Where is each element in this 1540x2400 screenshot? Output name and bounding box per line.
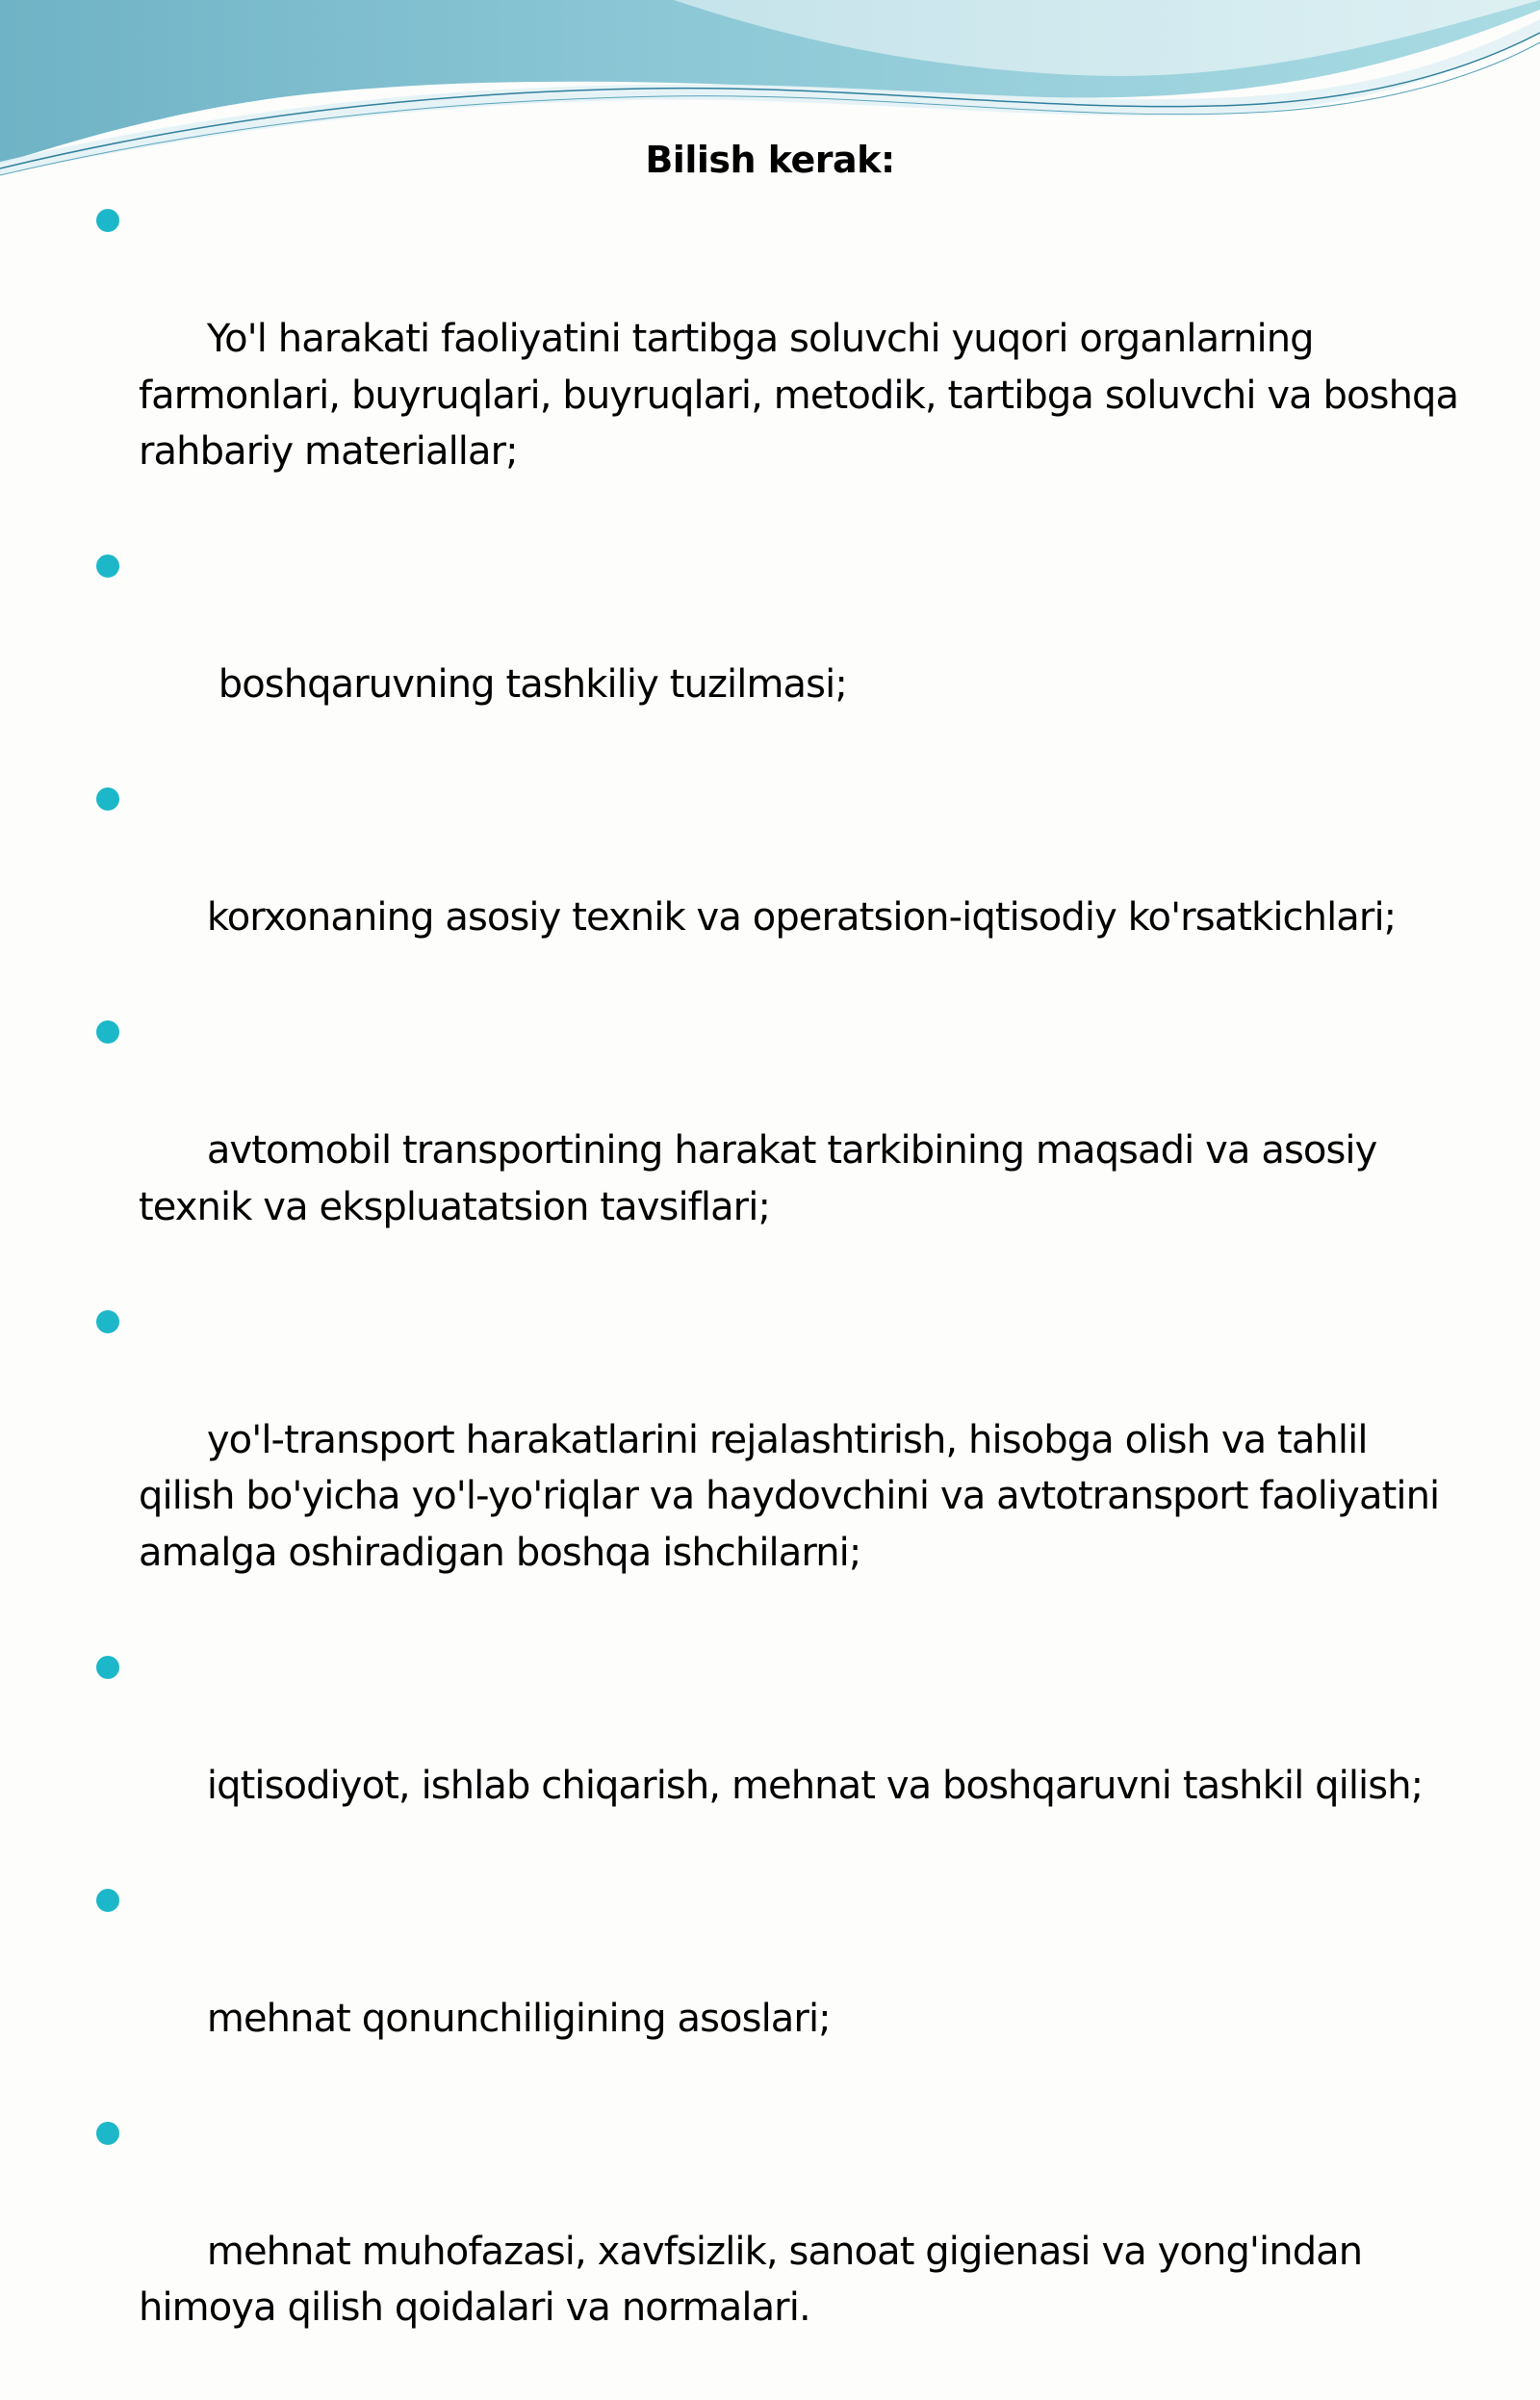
list-item: [92, 1878, 1469, 2103]
list-item: [92, 2111, 1469, 2393]
bullet-dot-icon: [96, 1310, 119, 1333]
list-item: [92, 198, 1469, 536]
list-item-text: yo'l-transport harakatlarini rejalashtirish, hisobga olish va tahlil qilish bo'yicha yo'l-yo'riqlar va haydovchini va avtotransport faoliyatini amalga oshiradigan boshqa ishchilarni;: [139, 1417, 1451, 1575]
list-item-text: korxonaning asosiy texnik va operatsion-iqtisodiy ko'rsatkichlari;: [206, 895, 1397, 940]
list-item: [92, 1300, 1469, 1638]
bullet-dot-icon: [96, 1656, 119, 1679]
bullet-dot-icon: [96, 1889, 119, 1912]
list-item: [92, 1010, 1469, 1292]
list-item-text: mehnat muhofazasi, xavfsizlik, sanoat gigienasi va yong'indan himoya qilish qoidalari va normalari.: [139, 2229, 1374, 2330]
bullet-dot-icon: [96, 555, 119, 578]
bullet-dot-icon: [96, 787, 119, 811]
slide-title: Bilish kerak:: [645, 139, 895, 181]
list-item-text: Yo'l harakati faoliyatini tartibga soluvchi yuqori organlarning farmonlari, buyruqlari, buyruqlari, metodik, tartibga soluvchi va boshqa rahbariy materiallar;: [139, 317, 1470, 474]
bullet-list: [92, 198, 1469, 2400]
list-item: [92, 544, 1469, 769]
list-item-text: avtomobil transportining harakat tarkibining maqsadi va asosiy texnik va ekspluatatsion tavsiflari;: [139, 1128, 1389, 1229]
list-item: [92, 1645, 1469, 1871]
bullet-dot-icon: [96, 2122, 119, 2145]
bullet-dot-icon: [96, 1020, 119, 1044]
list-item-text: mehnat qonunchiligining asoslari;: [206, 1996, 831, 2041]
list-item: [92, 777, 1469, 1002]
bullet-dot-icon: [96, 209, 119, 232]
list-item-text: boshqaruvning tashkiliy tuzilmasi;: [206, 662, 847, 707]
list-item-text: iqtisodiyot, ishlab chiqarish, mehnat va boshqaruvni tashkil qilish;: [206, 1763, 1424, 1808]
